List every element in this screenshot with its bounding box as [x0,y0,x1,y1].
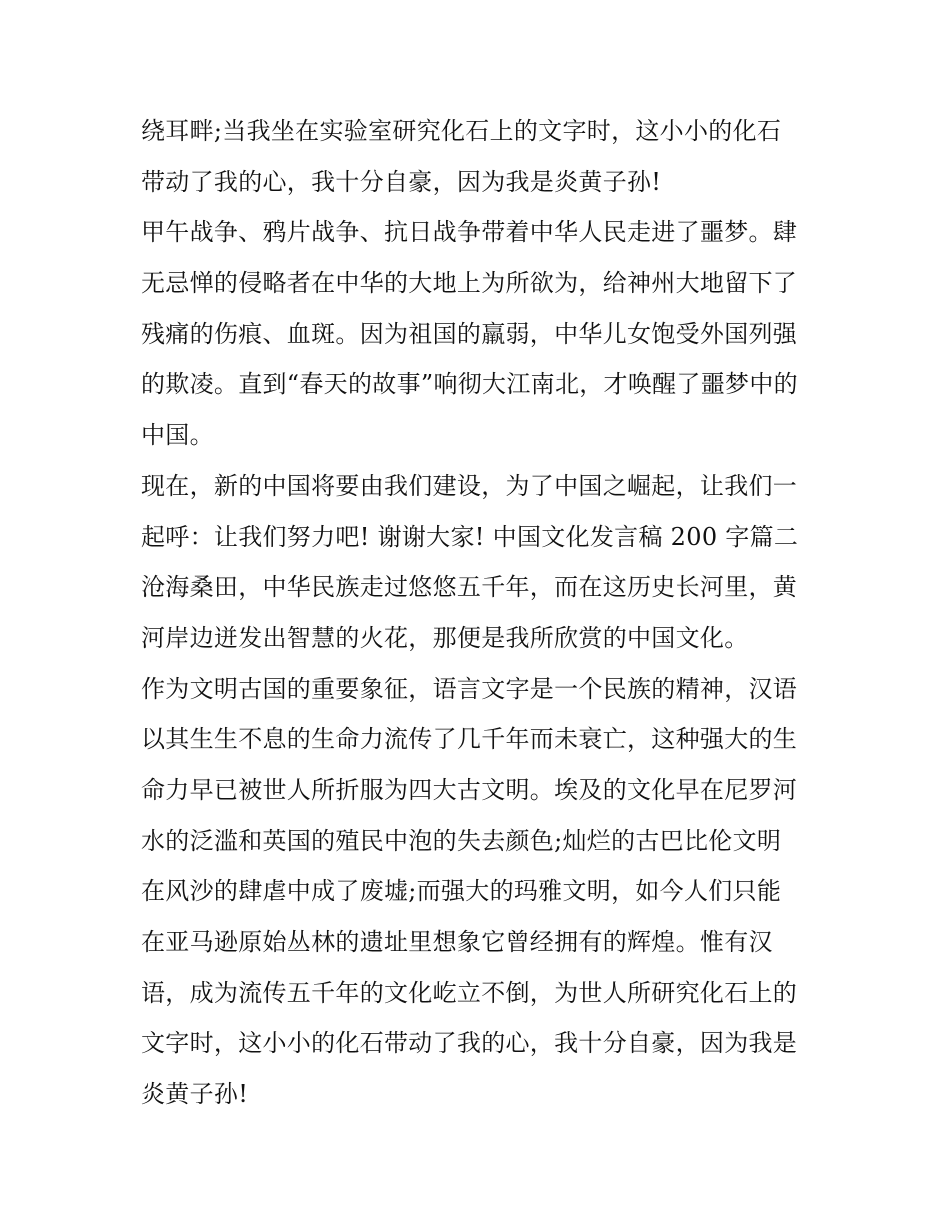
text-line: 文字时，这小小的化石带动了我的心，我十分自豪，因为我是 [141,1029,798,1058]
text-line: 作为文明古国的重要象征，语言文字是一个民族的精神，汉语 [141,674,798,703]
text-line: 沧海桑田，中华民族走过悠悠五千年，而在这历史长河里，黄 [141,573,798,602]
text-line: 炎黄子孙! [141,1080,249,1109]
text-line: 甲午战争、鸦片战争、抗日战争带着中华人民走进了噩梦。肆 [141,218,798,247]
text-line: 在亚马逊原始丛林的遗址里想象它曾经拥有的辉煌。惟有汉 [141,928,773,956]
text-line: 以其生生不息的生命力流传了几千年而未衰亡，这种强大的生 [141,725,798,754]
text-line: 的欺凌。直到“春天的故事”响彻大江南北，才唤醒了噩梦中的 [141,370,798,399]
text-line: 绕耳畔;当我坐在实验室研究化石上的文字时，这小小的化石 [141,117,782,145]
document-body [141,106,813,1120]
text-line: 带动了我的心，我十分自豪，因为我是炎黄子孙! [141,167,662,196]
text-line: 语，成为流传五千年的文化屹立不倒，为世人所研究化石上的 [141,978,798,1007]
text-line: 残痛的伤痕、血斑。因为祖国的羸弱，中华儿女饱受外国列强 [141,319,798,348]
text-line: 河岸边迸发出智慧的火花，那便是我所欣赏的中国文化。 [141,623,749,652]
text-line: 在风沙的肆虐中成了废墟;而强大的玛雅文明，如今人们只能 [141,877,782,906]
text-line: 中国。 [141,421,214,450]
text-line: 无忌惮的侵略者在中华的大地上为所欲为，给神州大地留下了 [141,269,798,298]
text-line: 现在，新的中国将要由我们建设，为了中国之崛起，让我们一 [141,471,798,500]
text-line: 水的泛滥和英国的殖民中泡的失去颜色;灿烂的古巴比伦文明 [141,826,782,855]
text-line: 命力早已被世人所折服为四大古文明。埃及的文化早在尼罗河 [141,775,798,804]
text-line: 起呼：让我们努力吧! 谢谢大家! 中国文化发言稿 200 字篇二 [141,522,799,551]
